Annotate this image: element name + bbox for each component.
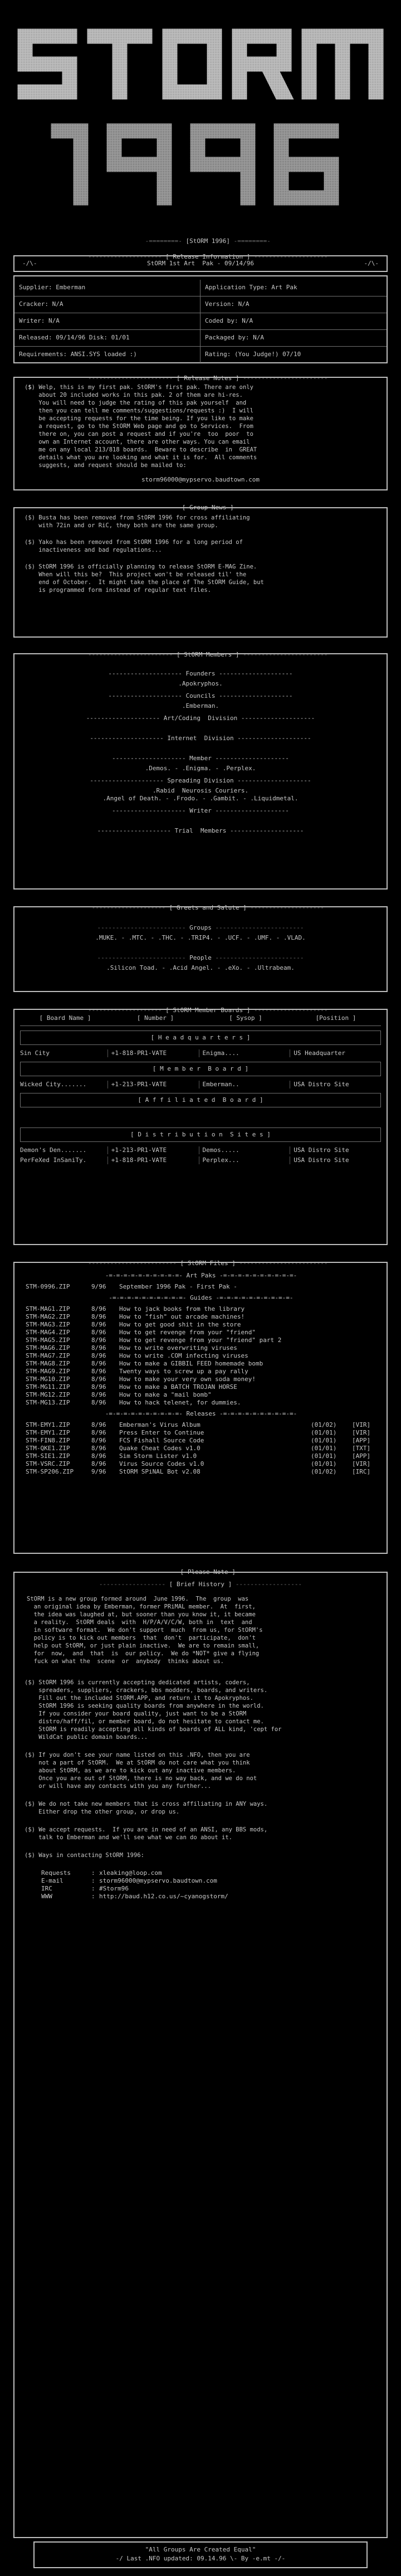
file-row	[26, 1399, 376, 1407]
field-left: Released: 09/14/96 Disk: 01/01	[14, 330, 200, 346]
file-date: 8/96	[91, 1360, 106, 1367]
note-item: ($) We accept requests. If you are in need of an ANSI, any BBS mods, talk to Emberman and we'll see what we can do about it.	[25, 1826, 268, 1841]
file-name: STM-MG13.ZIP	[26, 1399, 70, 1406]
file-date: 8/96	[91, 1399, 106, 1406]
contact-label: IRC	[41, 1885, 52, 1892]
boards-column-header: [ Board Name ]	[39, 1014, 91, 1022]
board-cell: Enigma....	[199, 1049, 290, 1057]
member-spacer	[14, 815, 387, 823]
file-type: [VIR]	[352, 1429, 371, 1436]
file-desc: Emberman's Virus Album	[119, 1421, 200, 1428]
file-desc: How to jack books from the library	[119, 1305, 245, 1313]
file-name: STM-MG11.ZIP	[26, 1383, 70, 1391]
board-cell: Perplex...	[199, 1156, 290, 1164]
note-item: ($) If you don't see your name listed on this .NFO, then you are not a part of StORM. We at StORM do not care what you think about StORM, as we are to kick out any inactive members. Once you are out of StORM, there is no way back, and we do not or will have any contacts with you any further...	[25, 1752, 257, 1790]
file-type: [VIR]	[352, 1460, 371, 1467]
file-date: 8/96	[91, 1368, 106, 1375]
note-item: ($) Ways in contacting StORM 1996:	[25, 1852, 144, 1859]
field-right: Version: N/A	[205, 300, 250, 308]
member-section-title: -------------------- Councils --------------------	[108, 692, 293, 699]
file-name: STM-MAG2.ZIP	[26, 1313, 70, 1320]
file-date: 8/96	[91, 1429, 106, 1436]
field-right: Packaged by: N/A	[205, 334, 264, 341]
board-row	[20, 1146, 381, 1154]
file-desc: Virus Source Codes v1.0	[119, 1460, 204, 1467]
file-disk: (01/02)	[311, 1421, 337, 1428]
field-left: Requirements: ANSI.SYS loaded :)	[14, 347, 200, 363]
file-desc: StORM SPiNAL Bot v2.08	[119, 1468, 200, 1475]
file-desc: How to make a BATCH TROJAN HORSE	[119, 1383, 237, 1391]
release-field-row	[14, 330, 387, 347]
release-notes-text: ($) Welp, this is my first pak. StORM's first pak. There are only about 20 included works in this pak. 2 of them are hi-res. You will need to judge the rating of this pak yourself and then you can tell me comments/suggestions/requests :) I will be accepting requests for the time being. If you like to make a request, go to the StORM Web page and go to Services. From there on, you can post a request and if you're too poor to own an Internet account, there are other ways. You can email me on any local 213/818 boards. Beware to describe in GREAT details what you are looking and what it is for. All comments suggests, and request should be mailed to:	[25, 384, 257, 469]
greets-groups-title: ------------------------ Groups ------------------------	[97, 924, 304, 931]
board-cell: USA Distro Site	[290, 1081, 381, 1088]
file-date: 8/96	[91, 1383, 106, 1391]
brief-history-text: StORM is a new group formed around June 1996. The group was an original idea by Emberman, former PRiMAL member. At first, the idea was laughed at, but sooner than you know it, it became a reality. StORM deals with H/P/A/V/C/W, both in text and in software format. We don't support much from us, for StORM's policy is to kick out members that don't participate, don't help out StORM, or just plain inactive. We are to remain small, for now, and that is our policy. We do *NOT* give a flying fuck on what the scene or anybody thinks about us.	[27, 1596, 263, 1665]
board-cell: +1-818-PR1-VATE	[107, 1049, 199, 1057]
contact-row	[41, 1869, 381, 1877]
boards-column-header: [ Sysop ]	[229, 1014, 262, 1022]
board-row	[20, 1081, 381, 1088]
file-date: 8/96	[91, 1460, 106, 1467]
file-name: STM-MAG6.ZIP	[26, 1344, 70, 1352]
file-type: [APP]	[352, 1452, 371, 1460]
member-section-title: -------------------- Writer --------------------	[112, 807, 289, 814]
file-desc: How to get good shit in the store	[119, 1321, 241, 1328]
files-section-title: -=-=-=-=-=-=-=-=-=-=- Art Paks -=-=-=-=-=-=-=-=-=-=-	[105, 1272, 297, 1279]
file-disk: (01/01)	[311, 1437, 337, 1444]
release-field-row	[14, 297, 387, 313]
file-desc: How to get revenge from your "friend"	[119, 1329, 256, 1336]
file-desc: Twenty ways to screw up a pay rally	[119, 1368, 248, 1375]
release-notes-header: ----------------------- [ Release Notes ] -----------------------	[88, 375, 328, 382]
contact-value: http://baud.h12.co.us/~cyanogstorm/	[99, 1893, 228, 1900]
members-box	[13, 653, 388, 890]
member-names: .Rabid Neurosis Couriers. .Angel of Death. - .Frodo. - .Gambit. - .Liquidmetal.	[102, 787, 299, 802]
file-date: 8/96	[91, 1305, 106, 1313]
field-right: Application Type: Art Pak	[205, 284, 297, 291]
greets-groups: .MUKE. - .MTC. - .THC. - .TRIP4. - .UCF. - .UMF. - .VLAD.	[95, 934, 306, 941]
member-section-title: -------------------- Art/Coding Division --------------------	[86, 715, 315, 722]
file-disk: (01/02)	[311, 1468, 337, 1475]
footer-box	[33, 2541, 368, 2568]
file-date: 8/96	[91, 1421, 106, 1428]
file-desc: How to hack telenet, for dummies.	[119, 1399, 241, 1406]
board-row	[20, 1049, 381, 1057]
file-row	[26, 1452, 376, 1460]
contacts	[41, 1869, 381, 1901]
file-type: [APP]	[352, 1437, 371, 1444]
file-name: STM-MAG1.ZIP	[26, 1305, 70, 1313]
file-type: [TXT]	[352, 1445, 371, 1452]
boards-section-title: [ A f f i l i a t e d B o a r d ]	[20, 1093, 381, 1107]
right-deco: -/\-	[364, 260, 379, 267]
member-spacer	[14, 742, 387, 750]
news-item: ($) Yako has been removed from StORM 1996 for a long period of inactiveness and bad regulations...	[25, 539, 243, 553]
file-name: STM-VSRC.ZIP	[26, 1460, 70, 1467]
file-date: 8/96	[91, 1329, 106, 1336]
release-fields-box	[13, 275, 388, 363]
field-left: Writer: N/A	[14, 313, 200, 329]
board-cell: +1-213-PR1-VATE	[107, 1146, 199, 1154]
field-left: Supplier: Emberman	[14, 280, 200, 296]
file-disk: (01/01)	[311, 1429, 337, 1436]
field-right: Coded by: N/A	[205, 317, 253, 324]
contact-sep: :	[91, 1893, 95, 1900]
file-date: 8/96	[91, 1313, 106, 1320]
file-name: STM-EMY1.ZIP	[26, 1429, 70, 1436]
file-desc: How to make your very own soda money!	[119, 1376, 256, 1383]
board-cell: Demos.....	[199, 1146, 290, 1154]
files-box	[13, 1262, 388, 1554]
file-desc: September 1996 Pak - First Pak -	[119, 1283, 237, 1290]
files-section-title: -=-=-=-=-=-=-=-=-=-=- Guides -=-=-=-=-=-=-=-=-=-=-	[109, 1294, 294, 1301]
file-desc: How to "fish" out arcade machines!	[119, 1313, 245, 1320]
file-name: STM-MAG8.ZIP	[26, 1360, 70, 1367]
file-date: 8/96	[91, 1352, 106, 1359]
file-row	[26, 1368, 376, 1376]
file-desc: Press Enter to Continue	[119, 1429, 204, 1436]
board-cell: PerFeXed InSaniTy.	[20, 1156, 87, 1164]
footer-line2: -/ Last .NFO updated: 09.14.96 \- By -e.mt -/-	[115, 2555, 286, 2562]
file-name: STM-MAG3.ZIP	[26, 1321, 70, 1328]
board-cell: Demon's Den.......	[20, 1146, 87, 1154]
board-cell: US Headquarter	[290, 1049, 381, 1057]
file-row	[26, 1321, 376, 1329]
note-item: ($) StORM 1996 is currently accepting dedicated artists, coders, spreaders, suppliers, crackers, bbs modders, boards, and writers. Fill out the included StORM.APP, and return it to Apokryphos. StORM 1996 is seeking quality boards from anywhere in the world. If you consider your board quality, just want to be a StORM distro/haff/fil, or member board, do not hesitate to contact me. StORM is readily accepting all kinds of boards of ALL kind, 'cept for WildCat public domain boards...	[25, 1679, 282, 1741]
group-news-box	[13, 507, 388, 638]
file-row	[26, 1383, 376, 1391]
boards-column-header: [Position ]	[315, 1014, 356, 1022]
boards-column-header: [ Number ]	[136, 1014, 174, 1022]
member-names: .Emberman.	[182, 702, 219, 709]
file-desc: How to make a GIBBIL FEED homemade bomb	[119, 1360, 263, 1367]
board-cell: Emberman..	[199, 1081, 290, 1088]
contact-sep: :	[91, 1885, 95, 1892]
file-date: 8/96	[91, 1452, 106, 1460]
file-desc: How to write overwriting viruses	[119, 1344, 237, 1352]
footer-line1: "All Groups Are Created Equal"	[145, 2546, 256, 2553]
boards-section-title: [ M e m b e r B o a r d ]	[20, 1062, 381, 1076]
board-cell: Sin City	[20, 1049, 50, 1057]
boards-section-title: [ H e a d q u a r t e r s ]	[20, 1031, 381, 1045]
board-row	[20, 1156, 381, 1164]
file-row	[26, 1329, 376, 1336]
top-title: -========- [StORM 1996] -========-	[145, 237, 271, 245]
board-cell: +1-818-PR1-VATE	[107, 1156, 199, 1164]
member-section-title: -------------------- Founders --------------------	[108, 670, 293, 677]
file-row	[26, 1283, 376, 1291]
contact-value: #Storm96	[99, 1885, 129, 1892]
left-deco: -/\-	[22, 260, 37, 267]
greets-people: .Silicon Toad. - .Acid Angel. - .eXo. - .Ultrabeam.	[106, 964, 295, 971]
file-desc: How to get revenge from your "friend" part 2	[119, 1336, 282, 1344]
file-name: STM-MAG4.ZIP	[26, 1329, 70, 1336]
boards-columns	[20, 1014, 381, 1026]
boards-box	[13, 1009, 388, 1245]
file-name: STM-MAG9.ZIP	[26, 1368, 70, 1375]
release-field-row	[14, 280, 387, 297]
member-names: .Apokryphos.	[178, 680, 223, 687]
member-section-title: -------------------- Trial Members --------------------	[97, 827, 304, 834]
news-item: ($) StORM 1996 is officially planning to release StORM E-MAG Zine. When will this be? This project won't be released til' the end of October. It might take the place of The StORM Guide, but is programmed form instead of regular text files.	[25, 563, 264, 594]
file-row	[26, 1336, 376, 1344]
file-date: 8/96	[91, 1437, 106, 1444]
contact-value: storm96000@mypservo.baudtown.com	[99, 1877, 217, 1884]
board-cell: USA Distro Site	[290, 1146, 381, 1154]
file-name: STM-EMY1.ZIP	[26, 1421, 70, 1428]
file-name: STM-FIN8.ZIP	[26, 1437, 70, 1444]
file-name: STM-MAG5.ZIP	[26, 1336, 70, 1344]
group-news-header: ------------------------ [ Group News ] ------------------------	[90, 504, 326, 511]
file-name: STM-MG10.ZIP	[26, 1376, 70, 1383]
file-row	[26, 1468, 376, 1476]
file-name: STM-SP206.ZIP	[26, 1468, 74, 1475]
file-disk: (01/01)	[311, 1452, 337, 1460]
files-section-title: -=-=-=-=-=-=-=-=-=-=- Releases -=-=-=-=-=-=-=-=-=-=-	[105, 1410, 297, 1417]
file-name: STM-MAG7.ZIP	[26, 1352, 70, 1359]
files-header: ------------------------ [ StORM Files ] ------------------------	[88, 1260, 328, 1267]
release-notes-box	[13, 377, 388, 490]
file-date: 9/96	[91, 1283, 106, 1290]
member-spacer	[14, 722, 387, 730]
file-row	[26, 1421, 376, 1429]
contact-row	[41, 1877, 381, 1885]
file-date: 8/96	[91, 1321, 106, 1328]
file-disk: (01/01)	[311, 1460, 337, 1467]
release-field-row	[14, 347, 387, 363]
file-desc: Quake Cheat Codes v1.0	[119, 1445, 200, 1452]
file-disk: (01/01)	[311, 1445, 337, 1452]
release-subtitle-box	[13, 255, 388, 272]
member-section-title: -------------------- Internet Division --------------------	[90, 735, 311, 742]
file-desc: How to write .COM infecting viruses	[119, 1352, 248, 1359]
file-date: 8/96	[91, 1391, 106, 1398]
board-cell: USA Distro Site	[290, 1156, 381, 1164]
release-subtitle: StORM 1st Art Pak - 09/14/96	[146, 260, 255, 267]
contact-label: Requests	[41, 1869, 71, 1877]
boards-section-title: [ D i s t r i b u t i o n S i t e s ]	[20, 1127, 381, 1142]
file-row	[26, 1352, 376, 1360]
file-date: 8/96	[91, 1445, 106, 1452]
file-row	[26, 1344, 376, 1352]
board-empty	[20, 1112, 381, 1123]
note-item: ($) We do not take new members that is cross affiliating in ANY ways. Either drop the other group, or drop us.	[25, 1801, 268, 1815]
contact-sep: :	[91, 1877, 95, 1884]
board-cell: +1-213-PR1-VATE	[107, 1081, 199, 1088]
file-name: STM-QKE1.ZIP	[26, 1445, 70, 1452]
boards-header: -------------------- [ StORM Member Boards ] --------------------	[88, 1007, 328, 1014]
field-left: Cracker: N/A	[14, 297, 200, 313]
greets-box	[13, 906, 388, 992]
board-cell: Wicked City.......	[20, 1081, 87, 1088]
member-spacer	[14, 835, 387, 843]
brief-history-title: ------------------ [ Brief History ] ------------------	[99, 1581, 302, 1588]
file-row	[26, 1360, 376, 1368]
file-date: 8/96	[91, 1344, 106, 1352]
contact-label: E-mail	[41, 1877, 63, 1884]
contact-row	[41, 1893, 381, 1901]
file-row	[26, 1305, 376, 1313]
file-name: STM-0996.ZIP	[26, 1283, 70, 1290]
release-notes-email: storm96000@mypservo.baudtown.com	[141, 476, 260, 483]
file-name: STM-SIE1.ZIP	[26, 1452, 70, 1460]
news-item: ($) Busta has been removed from StORM 1996 for cross affiliating with 72in and or RiC, they both are the same group.	[25, 514, 250, 529]
file-row	[26, 1445, 376, 1452]
storm-1996-logo	[11, 6, 390, 223]
field-right: Rating: (You Judge!) 07/10	[205, 351, 301, 358]
contact-label: WWW	[41, 1893, 52, 1900]
file-row	[26, 1437, 376, 1445]
greets-people-title: ------------------------ People ------------------------	[97, 954, 304, 961]
file-date: 8/96	[91, 1336, 106, 1344]
please-note-box	[13, 1572, 388, 2538]
file-name: STM-MG12.ZIP	[26, 1391, 70, 1398]
contact-sep: :	[91, 1869, 95, 1877]
file-row	[26, 1376, 376, 1383]
contact-row	[41, 1885, 381, 1893]
release-field-row	[14, 313, 387, 330]
file-date: 8/96	[91, 1376, 106, 1383]
file-row	[26, 1460, 376, 1468]
please-note-header: ------------------------ [ Please Note ] ------------------------	[88, 1568, 328, 1576]
file-desc: FCS Fishall Source Code	[119, 1437, 204, 1444]
greets-header: -------------------- [ Greets and Salute ] --------------------	[91, 904, 324, 911]
file-row	[26, 1313, 376, 1321]
contact-value: xleaking@loop.com	[99, 1869, 162, 1877]
member-section-title: -------------------- Spreading Division --------------------	[90, 777, 311, 784]
member-names: .Demos. - .Enigma. - .Perplex.	[145, 765, 256, 772]
members-header: ----------------------- [ StORM Members ] -----------------------	[88, 651, 328, 658]
member-section-title: -------------------- Member --------------------	[112, 755, 289, 762]
file-desc: Sim Storm Lister v1.0	[119, 1452, 197, 1460]
file-type: [VIR]	[352, 1421, 371, 1428]
file-desc: How to make a "mail bomb"	[119, 1391, 212, 1398]
release-info-header: -------------------- [ Release Information ] --------------------	[88, 253, 328, 260]
file-row	[26, 1391, 376, 1399]
file-date: 9/96	[91, 1468, 106, 1475]
file-type: [IRC]	[352, 1468, 371, 1475]
file-row	[26, 1429, 376, 1437]
